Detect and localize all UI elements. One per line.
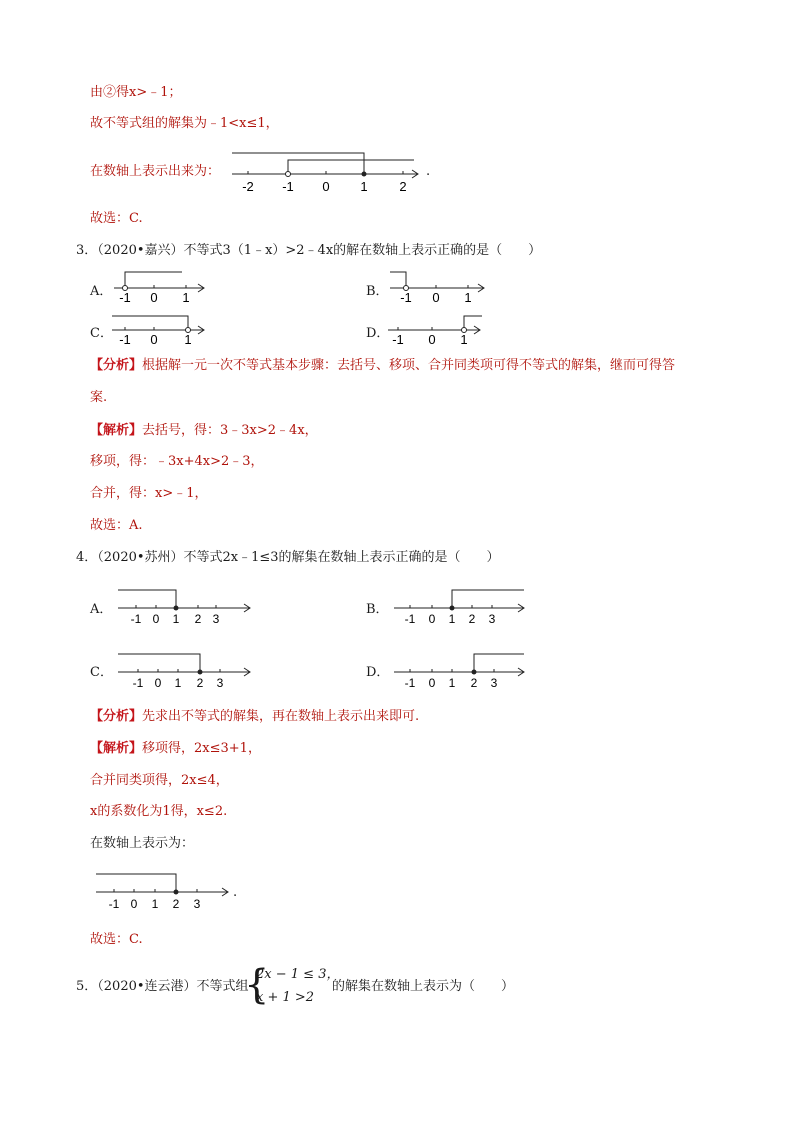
svg-text:3: 3 (212, 612, 220, 626)
tick-label: 2 (399, 179, 407, 194)
option-a-numberline[interactable] (114, 584, 254, 626)
solution-step: 在数轴上表示为： (90, 836, 195, 851)
svg-text:0: 0 (154, 676, 162, 690)
system-line: 2x − 1 ≤ 3， (256, 967, 340, 982)
solution-line (90, 422, 318, 440)
answer-line: 故选：A. (90, 518, 143, 533)
svg-text:-1: -1 (400, 290, 412, 304)
option-d-numberline[interactable] (384, 310, 494, 346)
question-stem-suffix: 的解集在数轴上表示为（ ） (332, 979, 515, 994)
question-stem-prefix: 5．（2020•连云港）不等式组 (76, 979, 249, 994)
svg-text:-1: -1 (130, 612, 142, 626)
solution-step: 移项，得：﹣3x+4x>2﹣3， (90, 454, 264, 469)
svg-text:2: 2 (196, 676, 204, 690)
solution-step: 由②得x>﹣1； (90, 85, 182, 100)
svg-text:-1: -1 (392, 332, 404, 346)
svg-text:3: 3 (193, 897, 201, 911)
svg-text:1: 1 (448, 676, 456, 690)
answer-numberline (92, 866, 232, 912)
svg-text:1: 1 (172, 612, 180, 626)
option-c-label: C． (90, 326, 113, 341)
svg-text:1: 1 (182, 290, 190, 304)
period: . (426, 164, 431, 179)
svg-text:1: 1 (448, 612, 456, 626)
svg-text:1: 1 (464, 290, 472, 304)
solution-text: 去括号，得：3﹣3x>2﹣4x， (142, 423, 318, 438)
svg-text:-1: -1 (404, 676, 416, 690)
solution-tag: 【解析】 (90, 741, 143, 756)
option-d-label: D． (366, 326, 390, 341)
option-b-numberline[interactable] (384, 268, 494, 304)
solution-step: x的系数化为1得，x≤2. (90, 804, 228, 819)
svg-text:3: 3 (488, 612, 496, 626)
svg-text:2: 2 (470, 676, 478, 690)
svg-text:1: 1 (151, 897, 159, 911)
svg-text:0: 0 (130, 897, 138, 911)
option-a-numberline[interactable] (108, 268, 208, 304)
svg-text:3: 3 (490, 676, 498, 690)
option-d-numberline[interactable] (390, 648, 530, 690)
solution-step: 在数轴上表示出来为： (90, 164, 221, 179)
svg-text:2: 2 (172, 897, 180, 911)
svg-text:2: 2 (468, 612, 476, 626)
question-stem: 4．（2020•苏州）不等式2x﹣1≤3的解集在数轴上表示正确的是（ ） (76, 550, 500, 565)
option-b-numberline[interactable] (390, 584, 530, 626)
svg-text:-1: -1 (108, 897, 120, 911)
svg-text:0: 0 (428, 612, 436, 626)
svg-text:1: 1 (174, 676, 182, 690)
analysis-text-cont: 案. (90, 390, 108, 405)
svg-text:0: 0 (428, 676, 436, 690)
svg-text:-1: -1 (119, 332, 131, 346)
tick-label: -1 (282, 179, 294, 194)
svg-text:-1: -1 (404, 612, 416, 626)
svg-text:0: 0 (432, 290, 440, 304)
solution-line (90, 740, 261, 758)
svg-text:0: 0 (152, 612, 160, 626)
svg-text:-1: -1 (132, 676, 144, 690)
svg-text:3: 3 (216, 676, 224, 690)
answer-line: 故选：C. (90, 932, 143, 947)
solution-text: 移项得，2x≤3+1， (142, 741, 261, 756)
analysis-text: 先求出不等式的解集，再在数轴上表示出来即可. (142, 709, 420, 724)
system-brace: { (244, 962, 270, 1008)
option-a-label: A． (90, 602, 113, 617)
analysis-text: 根据解一元一次不等式基本步骤：去括号、移项、合并同类项可得不等式的解集，继而可得答 (142, 358, 676, 373)
question-stem: 3．（2020•嘉兴）不等式3（1﹣x）>2﹣4x的解在数轴上表示正确的是（ ） (76, 243, 542, 258)
analysis-tag: 【分析】 (90, 358, 143, 373)
period: . (233, 885, 238, 900)
answer-line: 故选：C. (90, 211, 143, 226)
analysis-line (90, 357, 675, 375)
svg-text:0: 0 (150, 290, 158, 304)
option-b-label: B． (366, 602, 389, 617)
solution-tag: 【解析】 (90, 423, 143, 438)
analysis-tag: 【分析】 (90, 709, 143, 724)
svg-text:0: 0 (150, 332, 158, 346)
option-c-numberline[interactable] (114, 648, 254, 690)
svg-text:1: 1 (184, 332, 192, 346)
tick-label: 0 (322, 179, 330, 194)
svg-text:2: 2 (194, 612, 202, 626)
analysis-line (90, 708, 419, 726)
system-line: x + 1 >2 (256, 990, 315, 1005)
svg-text:-1: -1 (119, 290, 131, 304)
option-d-label: D． (366, 665, 390, 680)
solution-step: 合并，得：x>﹣1， (90, 486, 208, 501)
option-b-label: B． (366, 284, 389, 299)
option-c-numberline[interactable] (108, 310, 208, 346)
number-line-prev (228, 148, 431, 198)
option-c-label: C． (90, 665, 113, 680)
tick-label: 1 (360, 179, 368, 194)
solution-step: 合并同类项得，2x≤4， (90, 773, 229, 788)
svg-text:1: 1 (460, 332, 468, 346)
option-a-label: A． (90, 284, 113, 299)
svg-text:0: 0 (428, 332, 436, 346)
tick-label: -2 (242, 179, 254, 194)
solution-step: 故不等式组的解集为﹣1<x≤1， (90, 116, 279, 131)
